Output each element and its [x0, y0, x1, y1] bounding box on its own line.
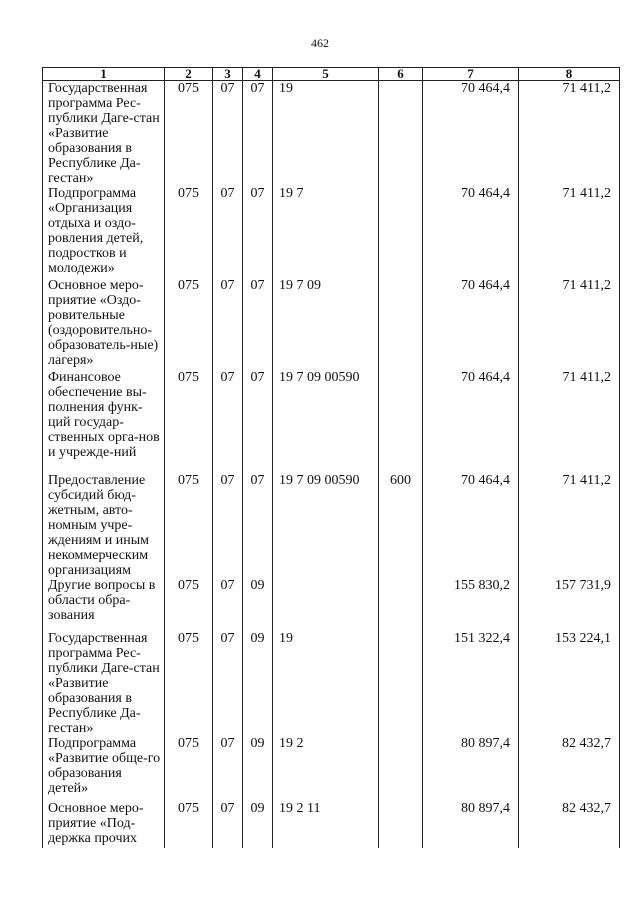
expense-code [379, 186, 423, 278]
expense-code [379, 370, 423, 473]
section-code: 07 [213, 370, 243, 473]
item-name: Подпрограмма «Развитие обще-го образования детей» [43, 736, 165, 801]
expense-code [379, 801, 423, 848]
table-row [43, 736, 620, 801]
amount-col7: 70 464,4 [423, 186, 519, 278]
item-name: Государственная программа Рес-публики Даге-стан «Развитие образования в Республике Да-гестан» [43, 631, 165, 736]
subsection-code: 07 [243, 278, 273, 370]
ministry-code: 075 [165, 81, 213, 187]
column-header: 7 [423, 68, 519, 81]
table-row [43, 81, 620, 187]
ministry-code: 075 [165, 631, 213, 736]
column-header: 2 [165, 68, 213, 81]
table-row [43, 370, 620, 473]
amount-col7: 80 897,4 [423, 801, 519, 848]
target-code: 19 7 09 00590 [273, 473, 379, 578]
column-header: 5 [273, 68, 379, 81]
item-name: Финансовое обеспечение вы-полнения функ-ций государ-ственных орга-нов и учрежде-ний [43, 370, 165, 473]
target-code: 19 2 11 [273, 801, 379, 848]
item-name: Основное меро-приятие «Оздо-ровительные (оздоровительно-образователь-ные) лагеря» [43, 278, 165, 370]
ministry-code: 075 [165, 278, 213, 370]
column-header: 8 [519, 68, 620, 81]
budget-table [42, 67, 620, 848]
section-code: 07 [213, 81, 243, 187]
section-code: 07 [213, 801, 243, 848]
target-code: 19 7 [273, 186, 379, 278]
table-row [43, 578, 620, 631]
subsection-code: 07 [243, 81, 273, 187]
amount-col7: 70 464,4 [423, 278, 519, 370]
target-code: 19 7 09 [273, 278, 379, 370]
ministry-code: 075 [165, 736, 213, 801]
table-row [43, 801, 620, 848]
subsection-code: 07 [243, 473, 273, 578]
subsection-code: 09 [243, 578, 273, 631]
item-name: Предоставление субсидий бюд-жетным, авто-номным учре-ждениям и иным некоммерческим организациям [43, 473, 165, 578]
amount-col8: 157 731,9 [519, 578, 620, 631]
amount-col8: 71 411,2 [519, 81, 620, 187]
amount-col7: 80 897,4 [423, 736, 519, 801]
section-code: 07 [213, 578, 243, 631]
column-header: 6 [379, 68, 423, 81]
target-code: 19 [273, 81, 379, 187]
amount-col7: 151 322,4 [423, 631, 519, 736]
table-row [43, 631, 620, 736]
amount-col8: 71 411,2 [519, 278, 620, 370]
target-code: 19 7 09 00590 [273, 370, 379, 473]
amount-col7: 70 464,4 [423, 473, 519, 578]
amount-col7: 70 464,4 [423, 370, 519, 473]
header-row [43, 68, 620, 81]
item-name: Основное меро-приятие «Под-держка прочих [43, 801, 165, 848]
subsection-code: 07 [243, 186, 273, 278]
expense-code [379, 631, 423, 736]
section-code: 07 [213, 473, 243, 578]
table-row [43, 473, 620, 578]
ministry-code: 075 [165, 578, 213, 631]
amount-col7: 155 830,2 [423, 578, 519, 631]
amount-col7: 70 464,4 [423, 81, 519, 187]
table-row [43, 186, 620, 278]
section-code: 07 [213, 631, 243, 736]
amount-col8: 71 411,2 [519, 473, 620, 578]
ministry-code: 075 [165, 473, 213, 578]
expense-code: 600 [379, 473, 423, 578]
amount-col8: 71 411,2 [519, 370, 620, 473]
amount-col8: 153 224,1 [519, 631, 620, 736]
section-code: 07 [213, 278, 243, 370]
column-header: 1 [43, 68, 165, 81]
item-name: Подпрограмма «Организация отдыха и оздо-ровления детей, подростков и молодежи» [43, 186, 165, 278]
column-header: 3 [213, 68, 243, 81]
target-code: 19 [273, 631, 379, 736]
subsection-code: 09 [243, 801, 273, 848]
ministry-code: 075 [165, 370, 213, 473]
amount-col8: 82 432,7 [519, 801, 620, 848]
section-code: 07 [213, 736, 243, 801]
section-code: 07 [213, 186, 243, 278]
ministry-code: 075 [165, 186, 213, 278]
amount-col8: 82 432,7 [519, 736, 620, 801]
table-row [43, 278, 620, 370]
item-name: Государственная программа Рес-публики Даге-стан «Развитие образования в Республике Да-гестан» [43, 81, 165, 187]
amount-col8: 71 411,2 [519, 186, 620, 278]
expense-code [379, 81, 423, 187]
expense-code [379, 736, 423, 801]
subsection-code: 07 [243, 370, 273, 473]
subsection-code: 09 [243, 736, 273, 801]
expense-code [379, 578, 423, 631]
item-name: Другие вопросы в области обра-зования [43, 578, 165, 631]
page-number: 462 [311, 36, 329, 50]
target-code [273, 578, 379, 631]
ministry-code: 075 [165, 801, 213, 848]
expense-code [379, 278, 423, 370]
column-header: 4 [243, 68, 273, 81]
target-code: 19 2 [273, 736, 379, 801]
subsection-code: 09 [243, 631, 273, 736]
